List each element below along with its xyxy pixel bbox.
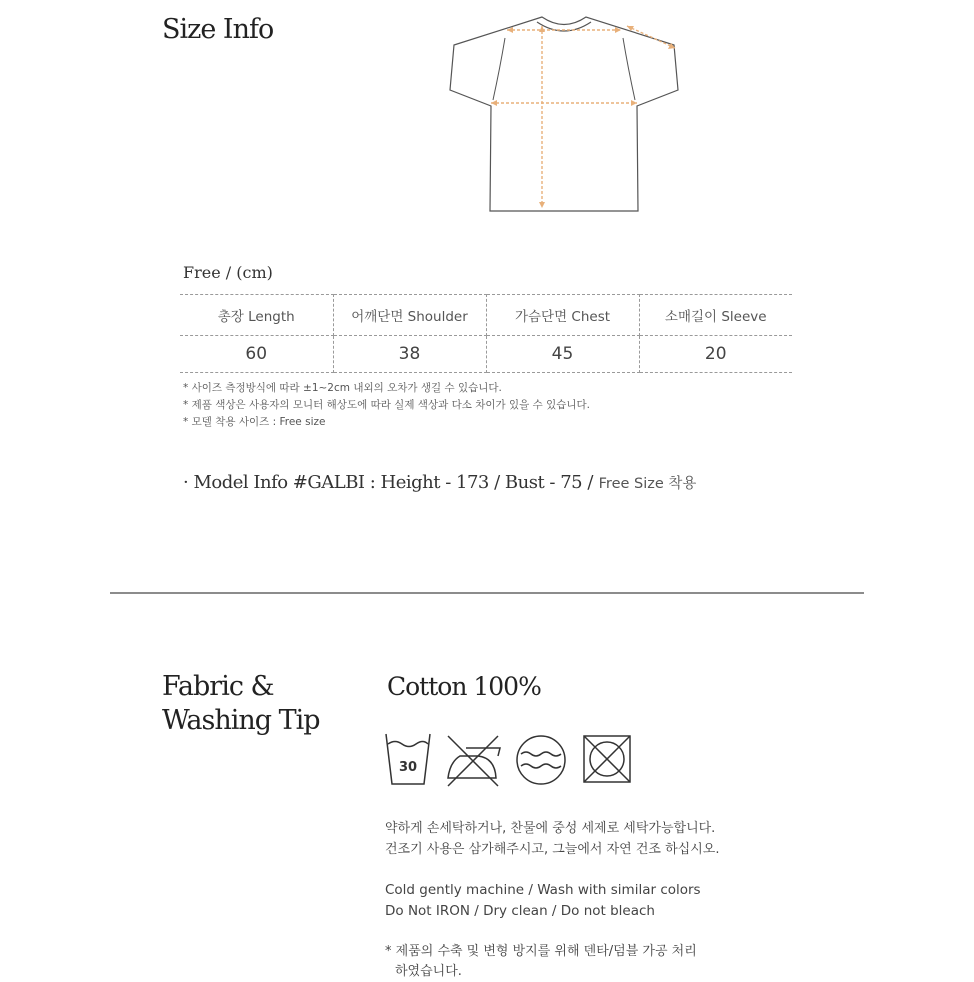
fabric-title-line1: Fabric & (162, 671, 274, 702)
model-info-main: · Model Info #GALBI : Height - 173 / Bust - 75 / (183, 472, 593, 493)
fabric-title-line2: Washing Tip (162, 705, 320, 736)
shoulder-seam-right (623, 38, 635, 100)
fabric-material: Cotton 100% (387, 672, 541, 701)
size-header-length: 총장 Length (180, 295, 333, 336)
model-info (183, 472, 696, 493)
wash-30-icon (386, 734, 430, 784)
care-line: Do Not IRON / Dry clean / Do not bleach (385, 903, 655, 919)
size-note: * 모델 착용 사이즈 : Free size (183, 416, 326, 428)
size-value-sleeve: 20 (639, 336, 792, 373)
washing-line: 건조기 사용은 삼가해주시고, 그늘에서 자연 건조 하십시오. (385, 842, 720, 857)
care-instructions-en (385, 880, 701, 922)
size-table (180, 294, 792, 373)
wash-temperature-label: 30 (398, 760, 418, 775)
fabric-washing-title (162, 670, 320, 738)
no-iron-icon (448, 736, 500, 786)
size-value-shoulder: 38 (333, 336, 486, 373)
section-divider (110, 592, 864, 594)
arrow-head (491, 100, 497, 106)
size-note: * 제품 색상은 사용자의 모니터 해상도에 따라 실제 색상과 다소 차이가 있을 수 있습니다. (183, 399, 590, 411)
fabric-note-line: 하였습니다. (395, 964, 462, 979)
size-unit-label: Free / (cm) (183, 263, 273, 282)
shoulder-seam-left (493, 38, 505, 100)
size-value-length: 60 (180, 336, 333, 373)
arrow-head (631, 100, 637, 106)
size-notes (183, 380, 590, 431)
care-icons (382, 728, 634, 790)
size-note: * 사이즈 측정방식에 따라 ±1~2cm 내외의 오차가 생길 수 있습니다. (183, 382, 502, 394)
size-info-title: Size Info (162, 14, 274, 45)
size-table-value-row (180, 336, 792, 373)
washing-instructions-ko (385, 818, 719, 860)
no-tumble-dry-icon (584, 736, 630, 782)
size-table-header-row (180, 295, 792, 336)
sleeve-measure-line (627, 26, 675, 48)
fabric-note (385, 942, 697, 982)
fabric-note-line: * 제품의 수축 및 변형 방지를 위해 덴타/덤블 가공 처리 (385, 944, 697, 959)
care-line: Cold gently machine / Wash with similar colors (385, 882, 701, 898)
arrow-head (539, 202, 545, 208)
tshirt-outline (450, 17, 678, 211)
dry-clean-icon (517, 736, 565, 784)
arrow-head (539, 26, 545, 32)
size-header-chest: 가슴단면 Chest (486, 295, 639, 336)
washing-line: 약하게 손세탁하거나, 찬물에 중성 세제로 세탁가능합니다. (385, 821, 716, 836)
size-header-sleeve: 소매길이 Sleeve (639, 295, 792, 336)
size-value-chest: 45 (486, 336, 639, 373)
model-info-suffix: Free Size 착용 (598, 476, 697, 492)
tshirt-measurement-diagram (445, 8, 685, 220)
size-header-shoulder: 어깨단면 Shoulder (333, 295, 486, 336)
